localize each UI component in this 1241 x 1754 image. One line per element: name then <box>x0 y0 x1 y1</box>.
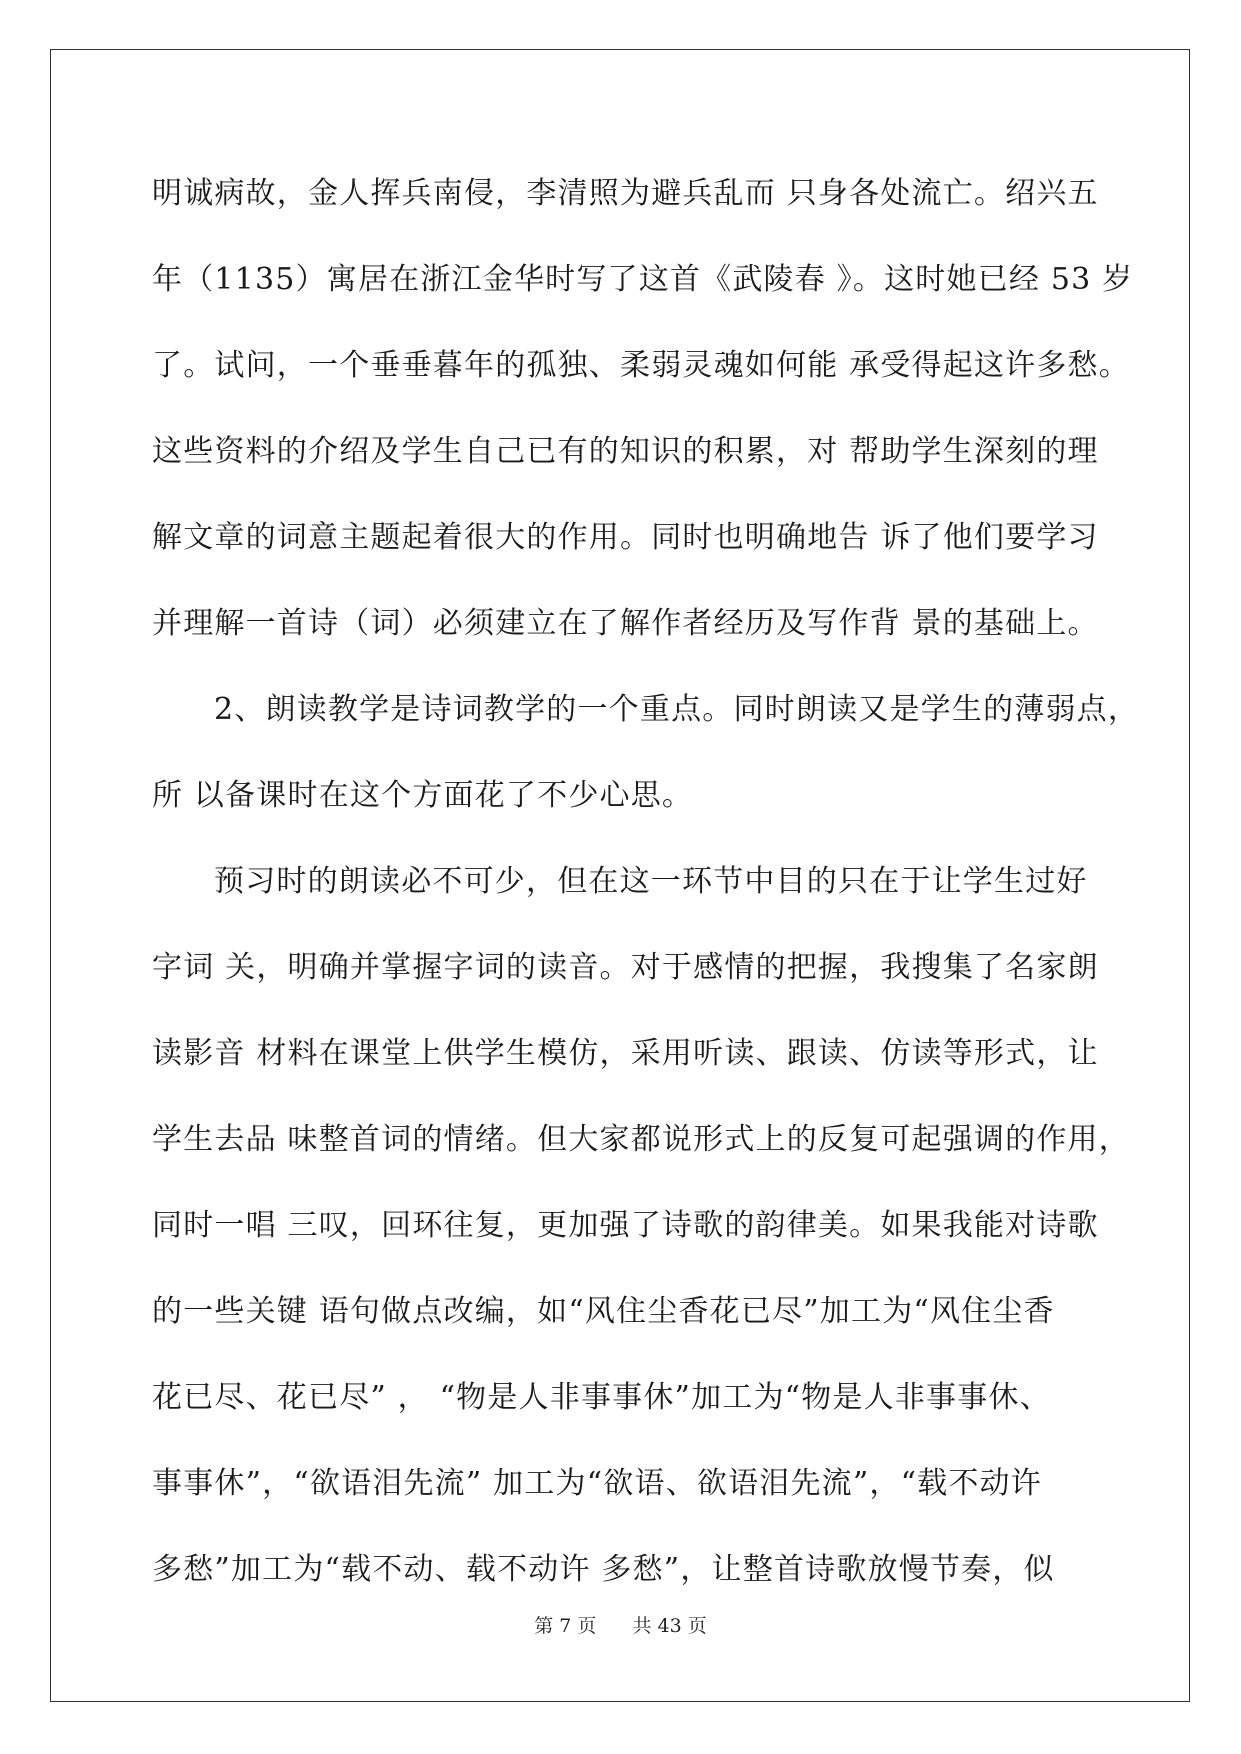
text-line-1: 明诚病故，金人挥兵南侵，李清照为避兵乱而 只身各处流亡。绍兴五 <box>152 176 1099 211</box>
text-line-14: 的一些关键 语句做点改编，如“风住尘香花已尽”加工为“风住尘香 <box>152 1294 1055 1329</box>
text-line-16: 事事休”，“欲语泪先流” 加工为“欲语、欲语泪先流”，“载不动许 <box>152 1466 1042 1501</box>
page-number: 第 7 页 <box>534 1615 597 1637</box>
text-line-2: 年（1135）寓居在浙江金华时写了这首《武陵春 》。这时她已经 53 岁 <box>152 262 1134 297</box>
text-line-4: 这些资料的介绍及学生自己已有的知识的积累，对 帮助学生深刻的理 <box>152 434 1099 469</box>
text-line-15: 花已尽、花已尽” ， “物是人非事事休”加工为“物是人非事事休、 <box>152 1380 1051 1415</box>
text-line-17: 多愁”加工为“载不动、载不动许 多愁”，让整首诗歌放慢节奏，似 <box>152 1552 1055 1587</box>
text-line-6: 并理解一首诗（词）必须建立在了解作者经历及写作背 景的基础上。 <box>152 606 1099 641</box>
text-line-3: 了。试问，一个垂垂暮年的孤独、柔弱灵魂如何能 承受得起这许多愁。 <box>152 348 1130 383</box>
total-pages: 共 43 页 <box>632 1615 707 1637</box>
text-line-11: 读影音 材料在课堂上供学生模仿，采用听读、跟读、仿读等形式，让 <box>152 1036 1099 1071</box>
text-line-10: 字词 关，明确并掌握字词的读音。对于感情的把握，我搜集了名家朗 <box>152 950 1099 985</box>
text-line-5: 解文章的词意主题起着很大的作用。同时也明确地告 诉了他们要学习 <box>152 520 1099 555</box>
text-line-9: 预习时的朗读必不可少，但在这一环节中目的只在于让学生过好 <box>214 864 1088 899</box>
text-line-13: 同时一唱 三叹，回环往复，更加强了诗歌的韵律美。如果我能对诗歌 <box>152 1208 1099 1243</box>
text-line-8: 所 以备课时在这个方面花了不少心思。 <box>152 778 694 813</box>
page-footer <box>0 1611 1241 1638</box>
text-line-12: 学生去品 味整首词的情绪。但大家都说形式上的反复可起强调的作用， <box>152 1122 1130 1157</box>
text-line-7: 2、朗读教学是诗词教学的一个重点。同时朗读又是学生的薄弱点， <box>214 692 1140 727</box>
document-body <box>152 165 1140 1627</box>
